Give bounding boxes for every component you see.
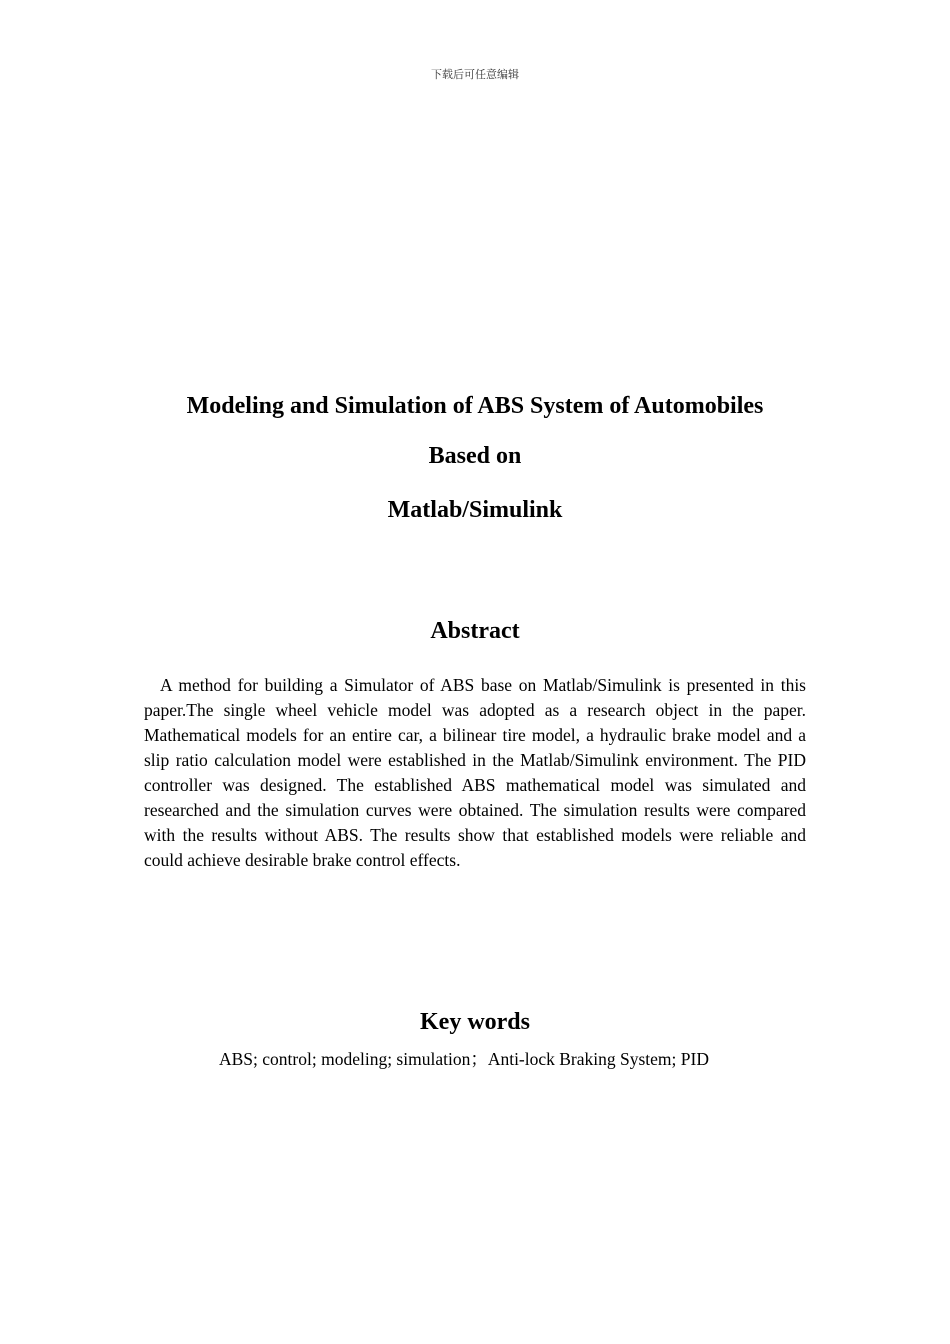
abstract-body: A method for building a Simulator of ABS base on Matlab/Simulink is presented in this paper.The single wheel vehicle model was adopted as a research object in the paper. Mathematical models for an entire car, a bilinear tire model, a hydraulic brake model and a slip ratio calculation model were established in the Matlab/Simulink environment. The PID controller was designed. The established ABS mathematical model was simulated and researched and the simulation curves were obtained. The simulation results were compared with the results without ABS. The results show that established models were reliable and could achieve desirable brake control effects. [144, 675, 806, 870]
keywords-heading: Key words [420, 1009, 530, 1035]
title-line-2: Based on [428, 443, 522, 469]
header-note: 下载后可任意编辑 [431, 68, 519, 81]
title-line-3: Matlab/Simulink [387, 497, 563, 523]
abstract-heading: Abstract [430, 618, 520, 644]
document-title [0, 389, 950, 527]
title-line-1: Modeling and Simulation of ABS System of Automobiles [186, 393, 764, 419]
keywords-list: ABS; control; modeling; simulation；Anti-lock Braking System; PID [219, 1049, 709, 1069]
